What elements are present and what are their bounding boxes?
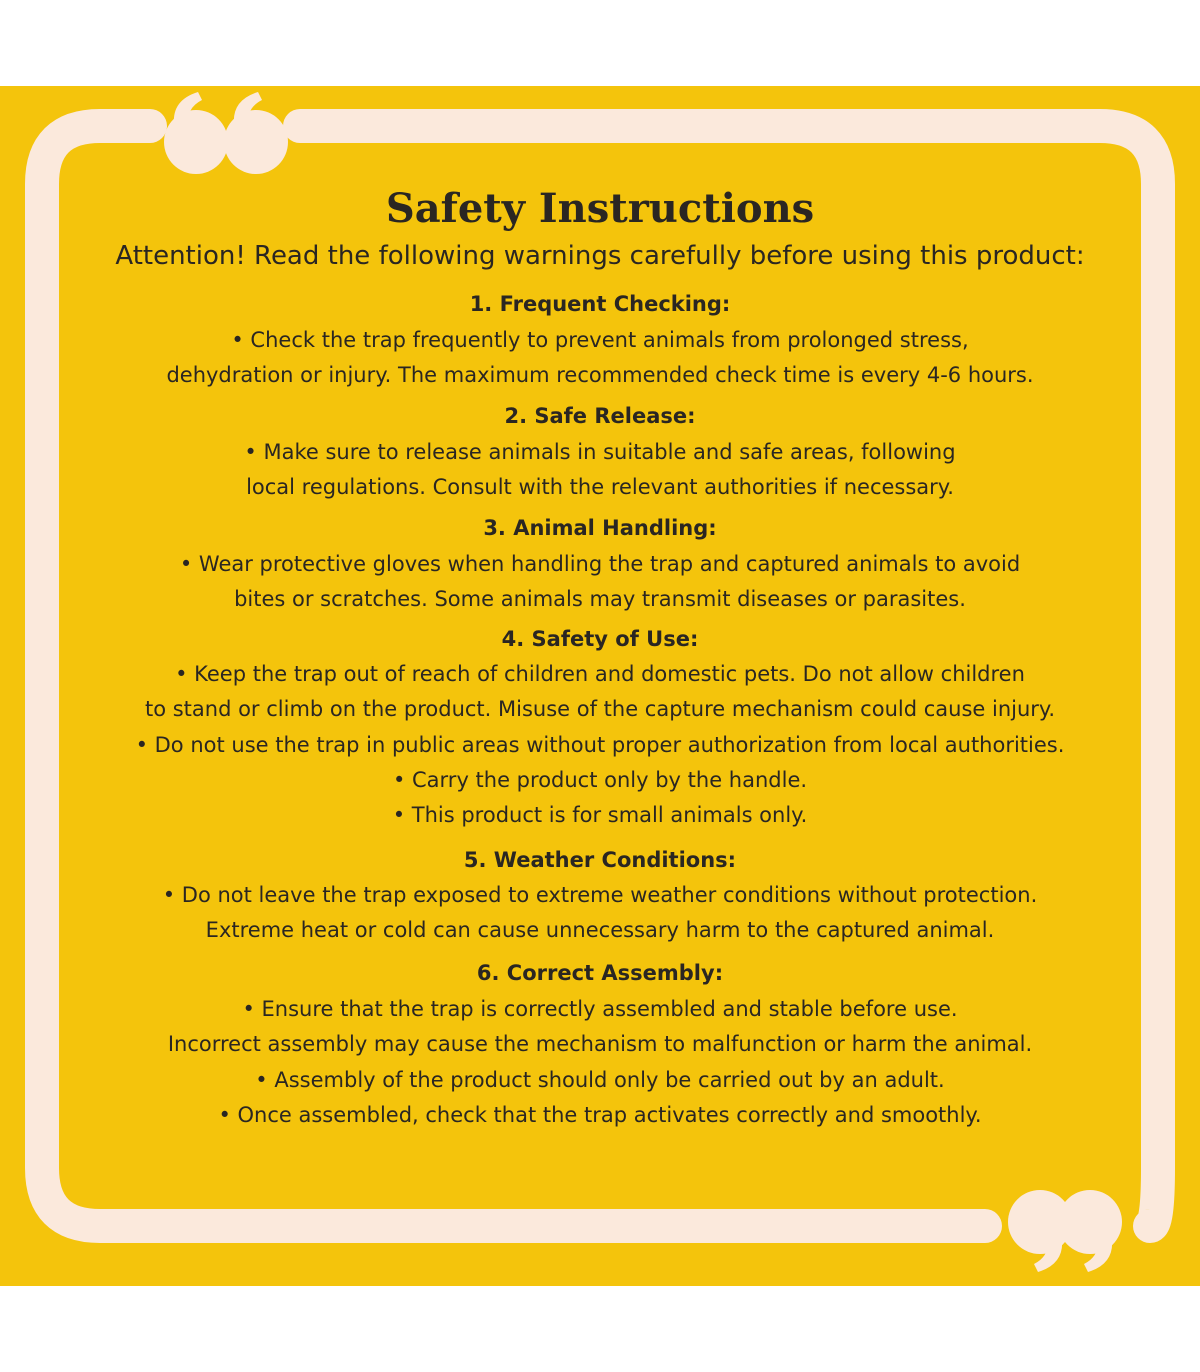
section-line: to stand or climb on the product. Misuse of the capture mechanism could cause injury. [144, 697, 1056, 721]
section-heading-safe-release: 2. Safe Release: [504, 404, 696, 428]
section-line: • Ensure that the trap is correctly assembled and stable before use. [242, 997, 958, 1021]
section-line: • Make sure to release animals in suitable and safe areas, following [244, 440, 956, 464]
section-line: • Check the trap frequently to prevent animals from prolonged stress, [231, 328, 969, 352]
section-line: • Do not use the trap in public areas without proper authorization from local authorities. [135, 733, 1065, 757]
open-quote-icon [164, 92, 288, 174]
section-heading-weather-conditions: 5. Weather Conditions: [463, 848, 737, 872]
instructions-panel [0, 86, 1200, 1286]
section-line: • This product is for small animals only. [392, 803, 808, 827]
section-line: bites or scratches. Some animals may transmit diseases or parasites. [234, 587, 966, 611]
section-heading-safety-of-use: 4. Safety of Use: [501, 627, 699, 651]
attention-subtitle: Attention! Read the following warnings carefully before using this product: [115, 241, 1085, 271]
section-line: dehydration or injury. The maximum recommended check time is every 4-6 hours. [166, 363, 1034, 387]
section-line: Incorrect assembly may cause the mechanism to malfunction or harm the animal. [167, 1032, 1033, 1056]
section-line: • Assembly of the product should only be carried out by an adult. [255, 1068, 945, 1092]
section-line: Extreme heat or cold can cause unnecessary harm to the captured animal. [205, 918, 995, 942]
section-line: • Keep the trap out of reach of children and domestic pets. Do not allow children [175, 662, 1025, 686]
section-line: local regulations. Consult with the relevant authorities if necessary. [246, 475, 954, 499]
section-heading-correct-assembly: 6. Correct Assembly: [476, 961, 724, 985]
page-title: Safety Instructions [385, 185, 815, 232]
section-line: • Once assembled, check that the trap activates correctly and smoothly. [218, 1103, 982, 1127]
section-line: • Wear protective gloves when handling the trap and captured animals to avoid [179, 552, 1021, 576]
section-line: • Carry the product only by the handle. [392, 768, 808, 792]
close-quote-icon [1008, 1190, 1122, 1272]
section-heading-animal-handling: 3. Animal Handling: [483, 516, 717, 540]
section-heading-frequent-checking: 1. Frequent Checking: [469, 292, 731, 316]
section-line: • Do not leave the trap exposed to extreme weather conditions without protection. [162, 883, 1038, 907]
